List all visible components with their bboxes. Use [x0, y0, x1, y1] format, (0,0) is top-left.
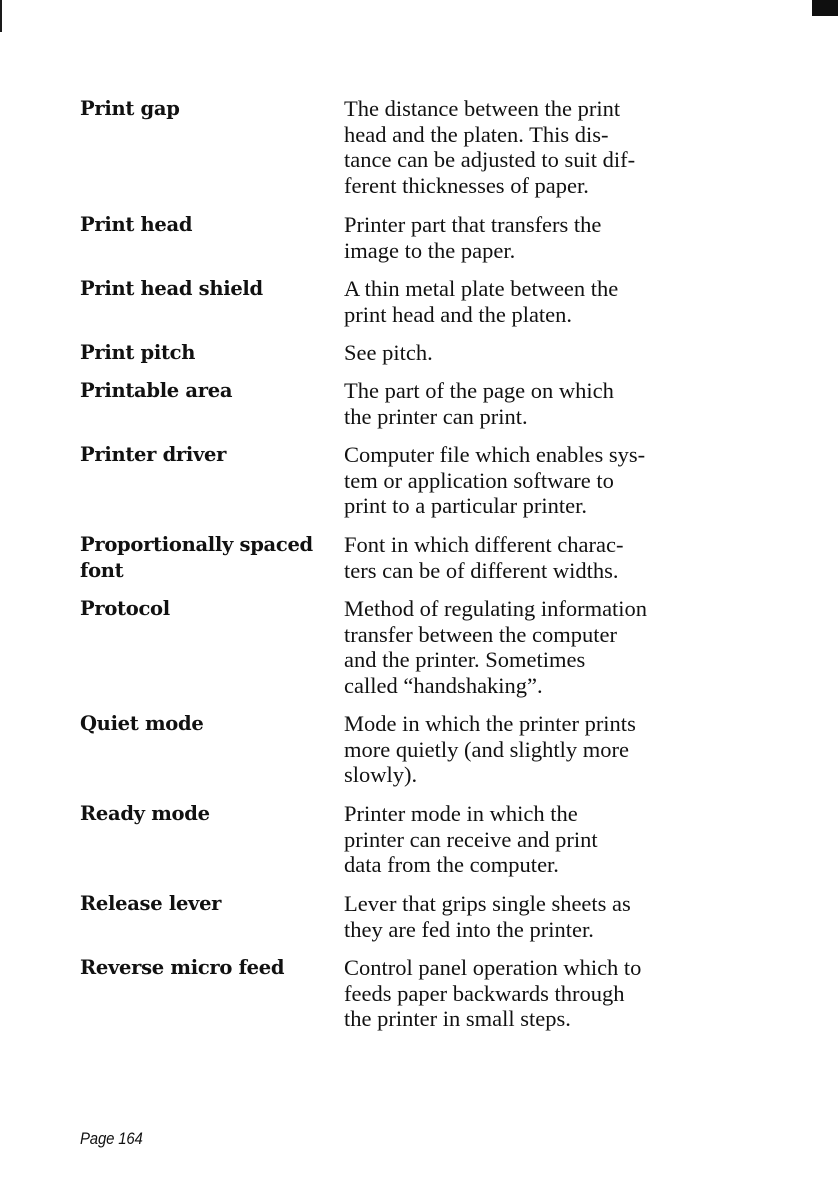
- glossary-term: Print pitch: [80, 341, 196, 364]
- definition-line: See pitch.: [344, 340, 433, 365]
- definition-line: data from the computer.: [344, 852, 559, 878]
- glossary-definition: [344, 442, 709, 519]
- definition-line: the printer can print.: [344, 403, 528, 429]
- glossary-definition: [344, 532, 709, 583]
- definition-line: The part of the page on which: [344, 378, 614, 403]
- glossary-definition: [344, 711, 709, 788]
- definition-line: called “handshaking”.: [344, 672, 543, 698]
- definition-line: ters can be of different widths.: [344, 557, 619, 583]
- glossary-term: Protocol: [80, 597, 170, 620]
- definition-line: the printer in small steps.: [344, 1006, 571, 1032]
- glossary-definition: [344, 378, 709, 429]
- definition-line: print to a particular printer.: [344, 493, 588, 519]
- glossary-definition: [344, 212, 709, 263]
- definition-line: The distance between the print: [344, 96, 621, 121]
- scan-mark-right: [812, 0, 838, 16]
- definition-line: tem or application software to: [344, 467, 614, 493]
- definition-line: ferent thicknesses of paper.: [344, 172, 589, 198]
- definition-line: image to the paper.: [344, 237, 516, 263]
- definition-line: feeds paper backwards through: [344, 980, 625, 1006]
- definition-line: printer can receive and print: [344, 826, 598, 852]
- definition-line: they are fed into the printer.: [344, 916, 594, 942]
- glossary-term: Print head: [80, 213, 193, 236]
- glossary-term: Printer driver: [80, 443, 227, 466]
- glossary-definition: [344, 340, 709, 366]
- definition-line: Font in which different charac-: [344, 532, 624, 557]
- definition-line: tance can be adjusted to suit dif-: [344, 147, 636, 173]
- glossary-term: Reverse micro feed: [80, 956, 285, 979]
- definition-line: Computer file which enables sys-: [344, 442, 646, 467]
- definition-line: Lever that grips single sheets as: [344, 891, 631, 916]
- page-number: Page 164: [80, 1129, 143, 1148]
- glossary-term: Ready mode: [80, 802, 210, 825]
- definition-line: Printer mode in which the: [344, 801, 578, 826]
- glossary-definition: [344, 891, 709, 942]
- glossary-definition: [344, 955, 709, 1032]
- definition-line: head and the platen. This dis-: [344, 121, 609, 147]
- definition-line: transfer between the computer: [344, 621, 617, 647]
- definition-line: print head and the platen.: [344, 301, 573, 327]
- definition-line: and the printer. Sometimes: [344, 647, 586, 673]
- glossary-term: Quiet mode: [80, 712, 204, 735]
- glossary-definition: [344, 801, 709, 878]
- definition-line: Control panel operation which to: [344, 955, 642, 980]
- glossary-definition: [344, 596, 709, 698]
- scan-mark-left: [0, 0, 2, 32]
- glossary-term: Proportionally spaced font: [80, 533, 313, 582]
- definition-line: Mode in which the printer prints: [344, 711, 636, 736]
- definition-line: Printer part that transfers the: [344, 212, 602, 237]
- definition-line: Method of regulating information: [344, 596, 648, 621]
- glossary-definition: [344, 96, 709, 198]
- definition-line: A thin metal plate between the: [344, 276, 619, 301]
- definition-line: more quietly (and slightly more: [344, 736, 629, 762]
- glossary-term: Printable area: [80, 379, 233, 402]
- glossary-term: Print gap: [80, 97, 180, 120]
- glossary-definition: [344, 276, 709, 327]
- definition-line: slowly).: [344, 762, 418, 788]
- glossary-term: Release lever: [80, 892, 222, 915]
- glossary-term: Print head shield: [80, 277, 263, 300]
